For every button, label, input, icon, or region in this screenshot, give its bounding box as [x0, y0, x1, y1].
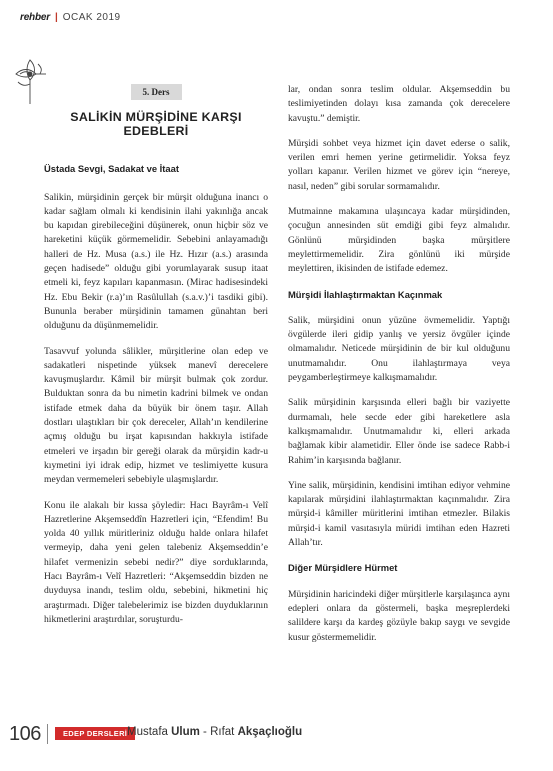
article-title-line-1: SALİKİN MÜRŞİDİNE KARŞI	[70, 110, 242, 125]
paragraph: Tasavvuf yolunda sâlikler, mürşitlerine olan edep ve sadakatleri nispetinde yüksek manevî derecelere kavuşmuşlardır. Kâmil bir mürşit bulmak çok zordur. Bulduktan sonra da bu nimetin kadrini bilmek ve ondan istifade etmek daha da büyük bir önem taşır. Allah dostları ulaştıkları bir çok dereceler, Allah’ın kendilerine açmış olduğu bu irşat kapısından hakkıyla istifade etmeleri ve irşadın bir gereği olarak da mürşidin kadr-u kıymetini iyi idrak edip, hizmet ve teslimiyette kusura meydan vermemeleri sebebiyle ulaşmışlardır.	[44, 345, 268, 486]
right-column	[288, 83, 510, 656]
corner-ornament-icon	[12, 56, 48, 106]
page-number: 106	[9, 723, 41, 745]
paragraph: Salikin, mürşidinin gerçek bir mürşit olduğuna inancı o kadar sağlam olmalı ki kendisinin ilahi yakınlığa ancak bu kapıdan girebileceğini düşünerek, onun hiçbir söz ve hareketini küçük görmemelidir. Sebebini anlayamadığı halleri de Hz. Musa (a.s.) ile Hz. Hızır (a.s.) arasında geçen hadisede” olduğu gibi yorumlayarak susup itaat etmeli ki, feyz kapıları kapanmasın. (Mirac hadisesindeki Hz. Ebu Bekir (r.a)’ın Rasûlullah (s.a.v.)’i tasdiki gibi). Bununla beraber mürşidinin tamamen günahtan beri olduğunu da düşünmemelidir.	[44, 191, 268, 332]
paragraph: Mürşidi sohbet veya hizmet için davet ederse o salik, verilen emri hemen yerine getirmelidir. Yoksa feyz yolları kapanır. Verilen hizmet ve görev için “nereye, nasıl, neden” gibi sorular sormamalıdır.	[288, 137, 510, 192]
section-heading-avoid-deifying: Mürşidi İlahlaştırmaktan Kaçınmak	[288, 288, 443, 300]
section-heading-respect-others: Diğer Mürşidlere Hürmet	[288, 562, 398, 574]
paragraph: Yine salik, mürşidinin, kendisini imtihan ediyor vehmine kapılarak mürşidini ilahlaştırmaktan kaçınmalıdır. Zira mürşid-i kâmiller müritlerini imtihan etmezler. Bilakis mürşid-i kamil vasıtasıyla müridi imtihan eden Hazreti Allah’tır.	[288, 479, 510, 549]
article-title	[44, 110, 268, 138]
section-heading-love-loyalty: Üstada Sevgi, Sadakat ve İtaat	[44, 163, 179, 175]
author-2-last: Akşaçlıoğlu	[237, 726, 303, 738]
author-dash: -	[199, 726, 211, 738]
issue-date: OCAK 2019	[62, 11, 121, 23]
left-column	[44, 84, 268, 638]
paragraph: Mürşidinin haricindeki diğer mürşitlerle karşılaşınca aynı edepleri onlara da göstermeli, başka meşreplerdeki salildere karşı da kardeş gözüyle bakıp saygı ve sevgide kusur göstermemelidir.	[288, 588, 510, 643]
paragraph: Mutmainne makamına ulaşıncaya kadar mürşidinden, çocuğun annesinden süt emdiği gibi feyz almalıdır. Gönlünü mürşidinden başka mürşitlere meylettirmemelidir. Zira gönlünü iki mürşide meylettiren, ikisinden de istifade edemez.	[288, 206, 510, 275]
paragraph: Konu ile alakalı bir kıssa şöyledir: Hacı Bayrâm-ı Velî Hazretlerine Akşemseddîn Hazretleri için, “Efendim! Bu yolda 40 yıllık müritleriniz olduğu halde onlara hilafet vermeyip, daha yeni gelen talebeniz Akşemseddin’e hilafet vermenizin sebebi nedir?” diye sorduklarında, Hacı Bayrâm-ı Velî Hazretleri: “Akşemseddin bizden ne duyduysa inandı, teslim oldu, sebebini, hikmetini hiç araştırmadı. Diğer talebelerimiz ise bizden duyduklarının hikmetlerini araştırdılar, soruşturdu-	[44, 499, 268, 625]
paragraph: lar, ondan sonra teslim oldular. Akşemseddin bu teslimiyetinden dolayı kısa zamanda çok derecelere kavuştu.” demiştir.	[288, 84, 510, 124]
lesson-badge: 5. Ders	[131, 84, 182, 100]
author-1-last: Ulum	[171, 726, 200, 738]
footer-divider	[47, 724, 48, 744]
section-tag: EDEP DERSLERİ	[55, 727, 135, 740]
author-2-first: Rıfat	[210, 726, 238, 738]
author-1-first: Mustafa	[127, 726, 172, 738]
article-title-line-2: EDEBLERİ	[123, 124, 189, 139]
page-footer	[0, 722, 553, 746]
header-separator: |	[54, 11, 58, 23]
page-header	[20, 10, 121, 24]
author-line	[127, 726, 302, 738]
paragraph: Salik, mürşidini onun yüzüne övmemelidir. Yaptığı övgülerde ileri gidip yanlış ve yersiz övgüler içinde olmamalıdır. Neticede mürşidinin de bir kul olduğunu unutmamalıdır. Onu ilahlaştırmaya veya peygamberleştirmeye kalkışmamalıdır.	[288, 314, 510, 384]
paragraph: Salik mürşidinin karşısında elleri bağlı bir vaziyette durmamalı, hele secde eder gibi hareketlere asla kalkışmamalıdır. Unutmamalıdır ki, elleri arkada bağlamak kibir alametidir. Eller önde ise sadece Rabb-i Rahim’in karşısında bağlanır.	[288, 397, 510, 466]
magazine-name: rehber	[20, 11, 50, 23]
